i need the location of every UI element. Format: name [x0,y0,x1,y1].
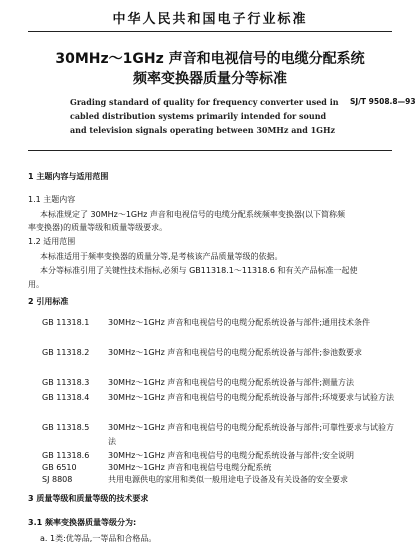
section-3-1-heading: 3.1 频率变换器质量等级分为: [28,518,137,527]
section-3-1-item-a: a. 1类:优等品,一等品和合格品。 [40,534,157,543]
english-title-line-2: cabled distribution systems primarily intended for sound [70,111,327,121]
section-1-heading: 1 主题内容与适用范围 [28,172,109,181]
english-title-line-3: and television signals operating between 30MHz and 1GHz [70,125,336,135]
section-1-2-text-line-3: 用。 [28,280,44,289]
standard-category-header: 中华人民共和国电子行业标准 [112,12,308,27]
title-line-1: 30MHz～1GHz 声音和电视信号的电缆分配系统 [55,51,365,67]
reference-code: GB 11318.1 [42,318,90,327]
section-1-2-heading: 1.2 适用范围 [28,237,76,246]
reference-title: 30MHz～1GHz 声音和电视信号的电缆分配系统设备与部件;通用技术条件 [108,318,371,327]
reference-title: 30MHz～1GHz 声音和电视信号的电缆分配系统设备与部件;可靠性要求与试验方法 [108,423,395,446]
section-1-2-text-line-1: 本标准适用于频率变换器的质量分等,是考核该产品质量等级的依据。 [40,252,283,261]
standard-number: SJ/T 9508.8—93 [350,97,416,106]
reference-title: 30MHz～1GHz 声音和电视信号的电缆分配系统设备与部件;测量方法 [108,378,355,387]
header-rule [28,31,392,32]
reference-code: GB 11318.3 [42,378,90,387]
title-line-2: 频率变换器质量分等标准 [133,71,287,87]
section-1-1-text-line-1: 本标准规定了 30MHz～1GHz 声音和电视信号的电缆分配系统频率变换器(以下简称频 [40,210,346,219]
section-1-2-text-line-2: 本分等标准引用了关键性技术指标,必须与 GB11318.1～11318.6 和有关产品标准一起使 [40,266,358,275]
reference-code: GB 11318.2 [42,348,90,357]
reference-code: GB 11318.6 [42,451,90,460]
reference-title: 30MHz～1GHz 声音和电视信号的电缆分配系统设备与部件;安全说明 [108,451,355,460]
reference-code: SJ 8808 [42,475,73,484]
reference-title: 30MHz～1GHz 声音和电视信号的电缆分配系统设备与部件;参池数要求 [108,348,363,357]
section-2-heading: 2 引用标准 [28,297,69,306]
title-rule [28,150,392,151]
reference-code: GB 6510 [42,463,77,472]
reference-title: 共用电源供电的家用和类似一般用途电子设备及有关设备的安全要求 [108,475,348,484]
reference-title: 30MHz～1GHz 声音和电视信号的电缆分配系统设备与部件;环境要求与试验方法 [108,393,395,402]
section-1-1-text-line-2: 率变换器)的质量等级和质量等级要求。 [28,223,168,232]
section-1-1-heading: 1.1 主题内容 [28,195,76,204]
reference-code: GB 11318.5 [42,423,90,432]
reference-code: GB 11318.4 [42,393,90,402]
section-3-heading: 3 质量等级和质量等级的技术要求 [28,494,149,503]
english-title-line-1: Grading standard of quality for frequency converter used in [70,97,339,107]
reference-title: 30MHz～1GHz 声音和电视信号电缆分配系统 [108,463,272,472]
